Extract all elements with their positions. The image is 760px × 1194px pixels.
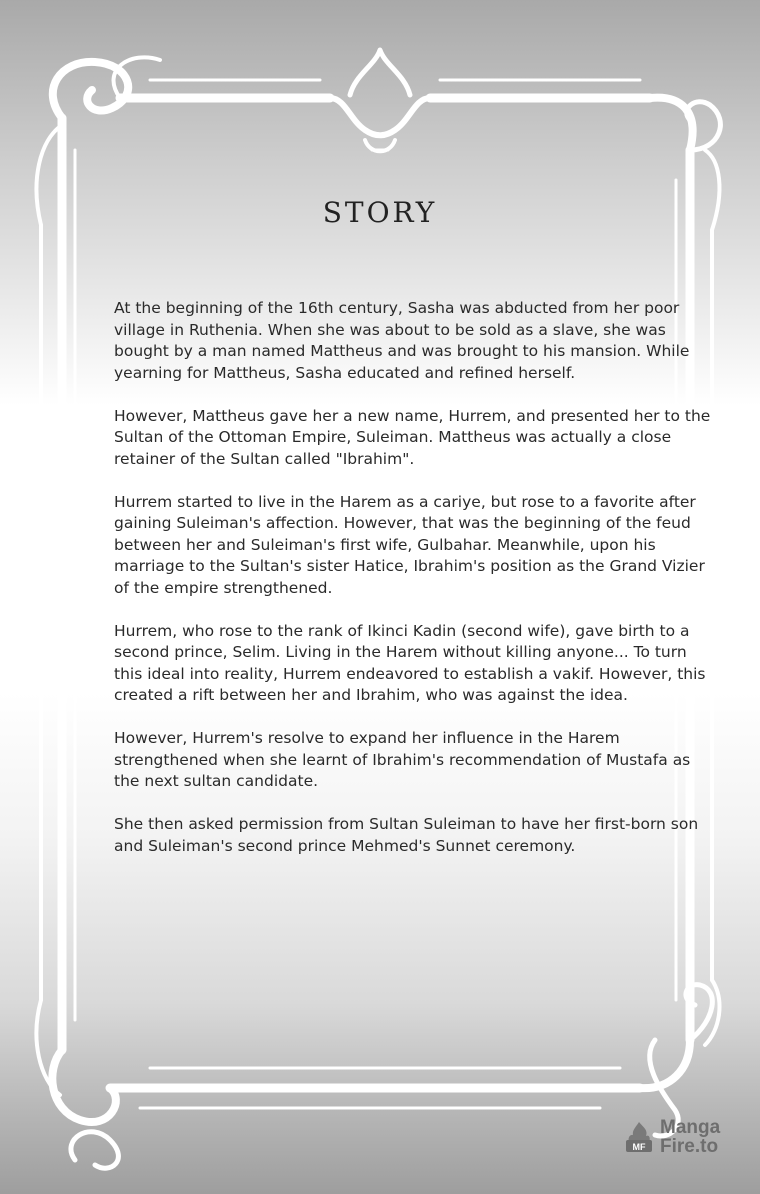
watermark-text — [660, 1118, 720, 1156]
story-paragraph: Hurrem, who rose to the rank of Ikinci Kadin (second wife), gave birth to a second prince, Selim. Living in the Harem without killing anyone... To turn this ideal into reality, Hurrem endeavored to establish a vakif. However, this created a rift between her and Ibrahim, who was against the idea. — [114, 621, 706, 704]
story-text — [114, 298, 714, 879]
story-paragraph: Hurrem started to live in the Harem as a cariye, but rose to a favorite after gaining Suleiman's affection. However, that was the beginning of the feud between her and Suleiman's first wife, Gulbahar. Meanwhile, upon his marriage to the Sultan's sister Hatice, Ibrahim's position as the Grand Vizier of the empire strengthened. — [114, 492, 705, 597]
story-paragraph: At the beginning of the 16th century, Sasha was abducted from her poor village in Ruthenia. When she was about to be sold as a slave, she was bought by a man named Mattheus and was brought to his mansion. While yearning for Mattheus, Sasha educated and refined herself. — [114, 299, 690, 382]
watermark-line-2: Fire.to — [660, 1136, 719, 1157]
watermark — [622, 1114, 742, 1160]
svg-text:MF: MF — [632, 1142, 646, 1152]
story-paragraph: She then asked permission from Sultan Suleiman to have her first-born son and Suleiman's second prince Mehmed's Sunnet ceremony. — [114, 815, 699, 855]
page-title: STORY — [322, 196, 438, 229]
story-paragraph: However, Hurrem's resolve to expand her influence in the Harem strengthened when she learnt of Ibrahim's recommendation of Mustafa as the next sultan candidate. — [114, 729, 691, 790]
story-paragraph: However, Mattheus gave her a new name, Hurrem, and presented her to the Sultan of the Ottoman Empire, Suleiman. Mattheus was actually a close retainer of the Sultan called "Ibrahim". — [114, 406, 711, 468]
watermark-line-1: Manga — [660, 1117, 721, 1138]
mangafire-logo-icon — [622, 1120, 656, 1154]
